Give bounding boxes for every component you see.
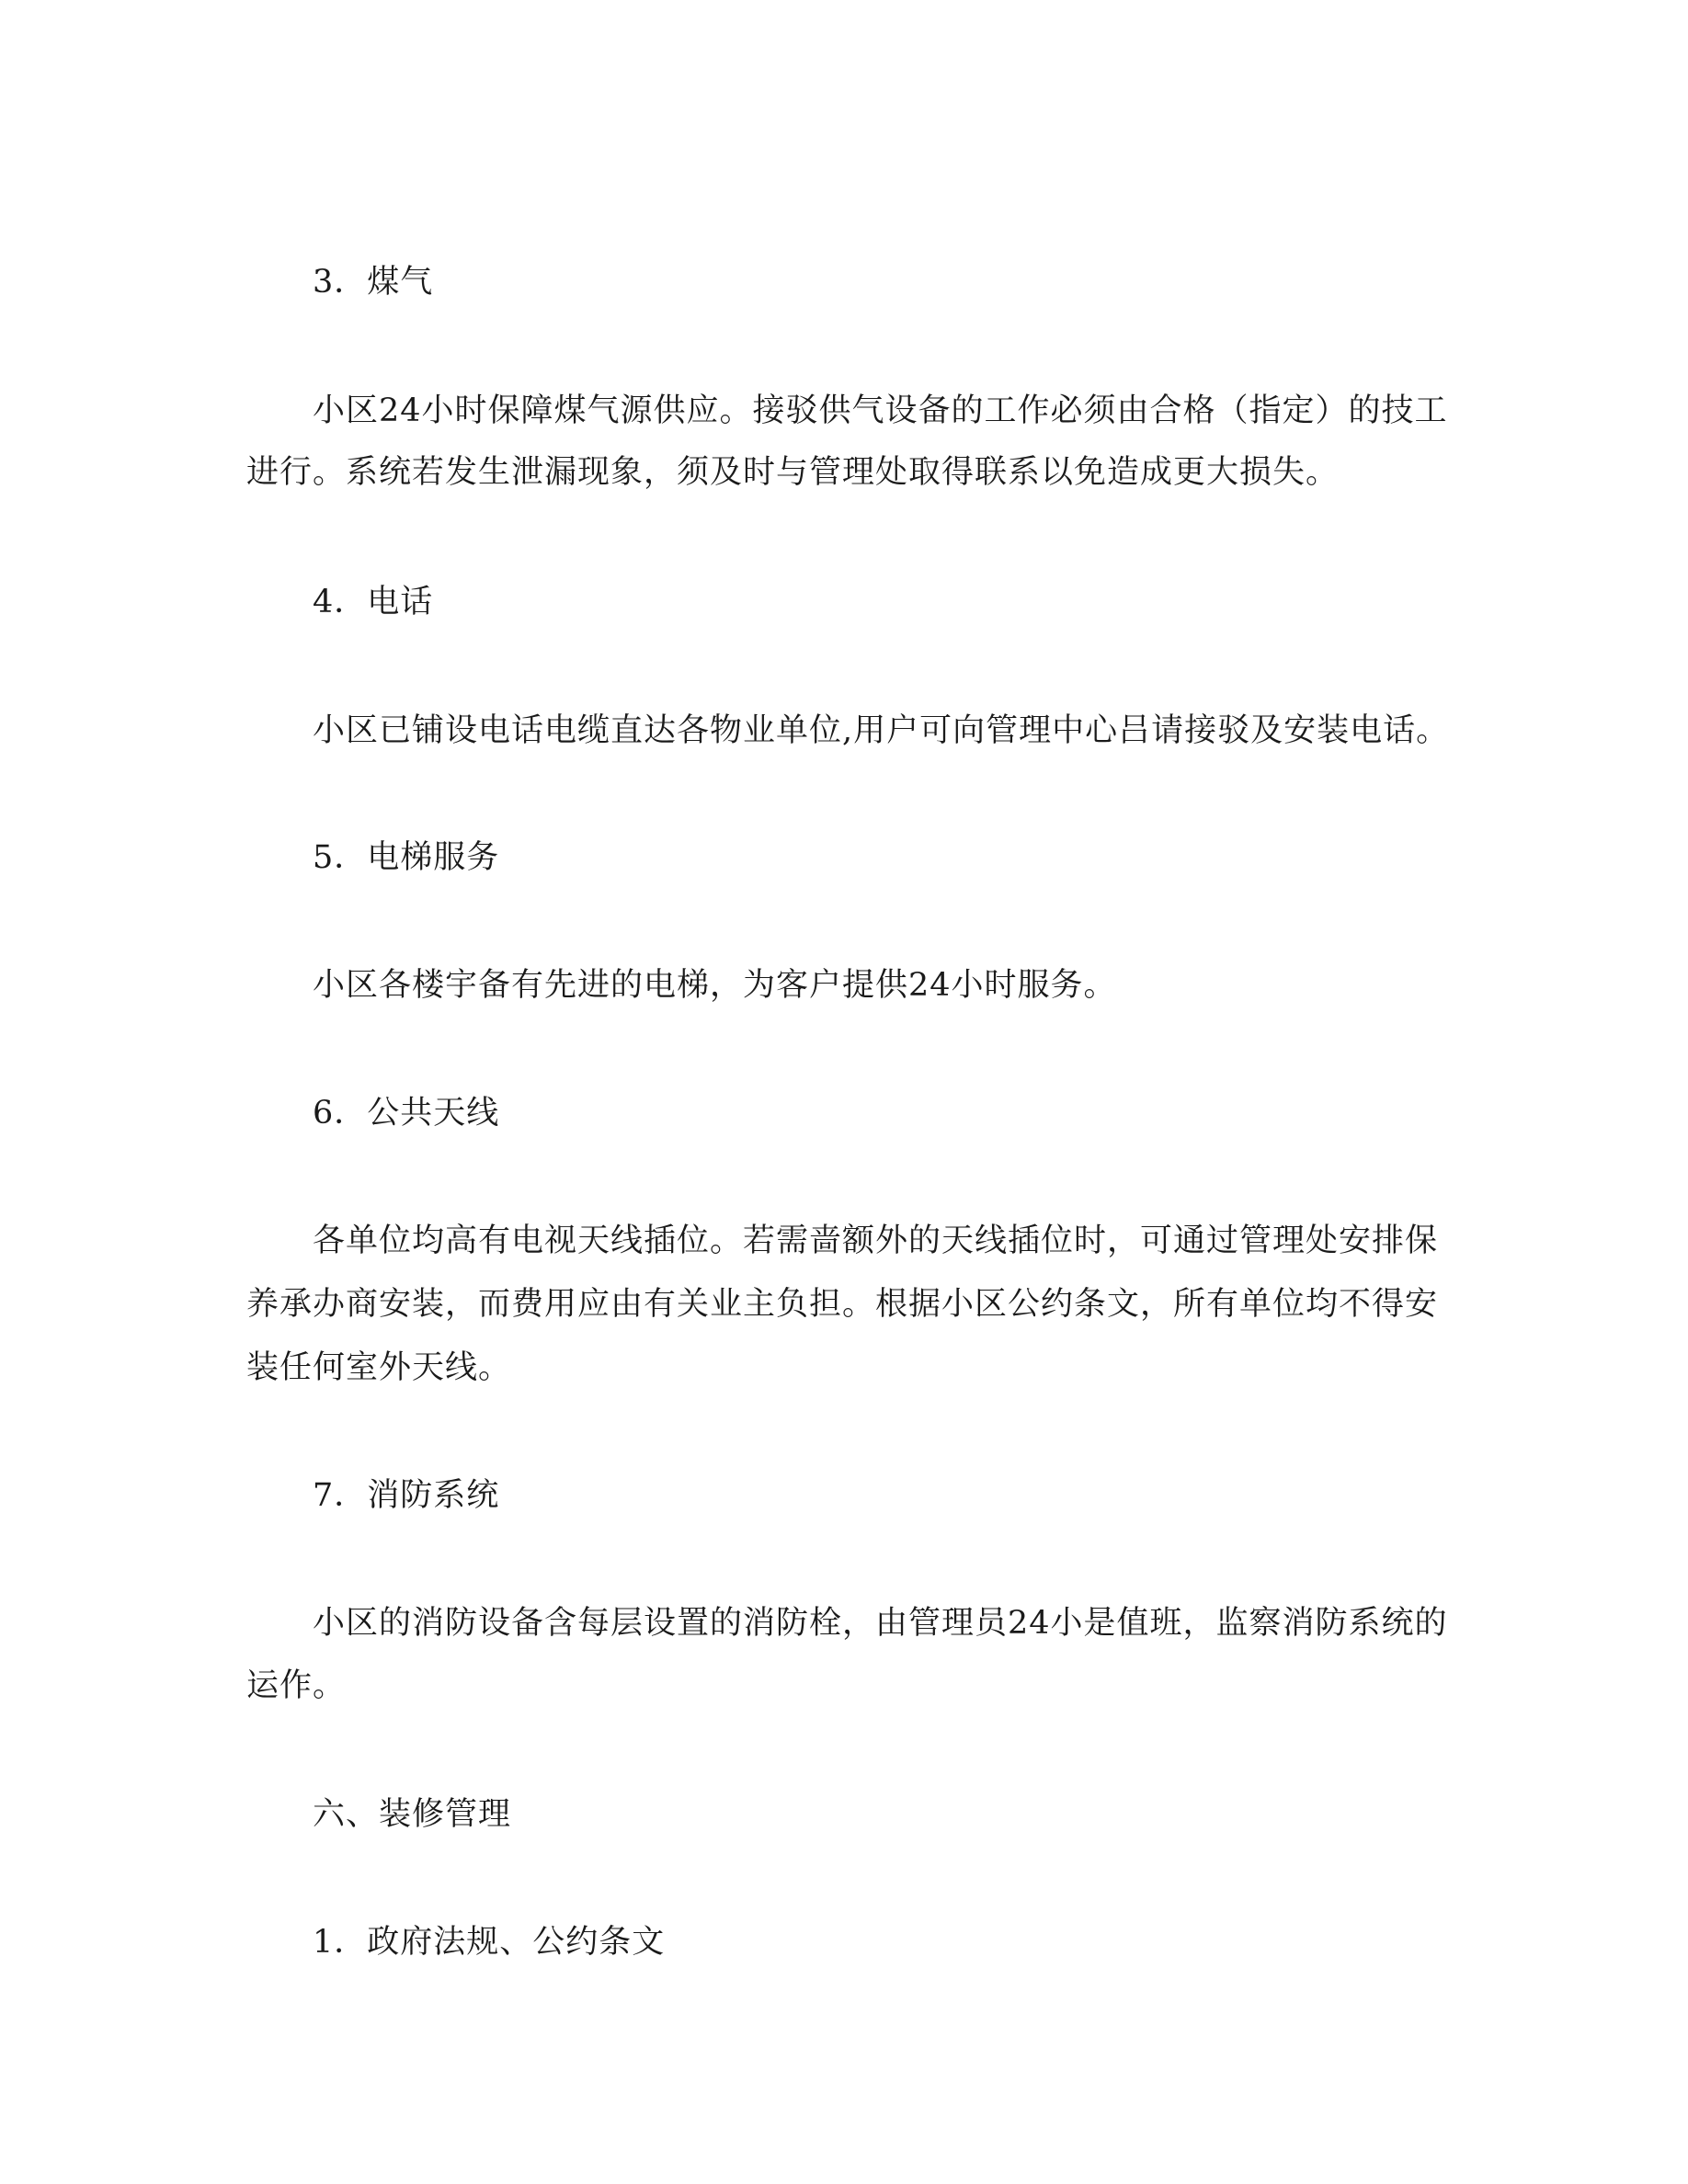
- section-heading-elevator: 5．电梯服务: [313, 839, 500, 876]
- paragraph-antenna-line-1: 各单位均高有电视天线插位。若需啬额外的天线插位时，可通过管理处安排保: [313, 1223, 1439, 1259]
- paragraph-gas-line-2: 进行。系统若发生泄漏现象，须及时与管理处取得联系以免造成更大损失。: [246, 454, 1340, 491]
- section-heading-gas: 3．煤气: [313, 264, 434, 301]
- section-heading-renovation: 六、装修管理: [313, 1796, 512, 1833]
- paragraph-fire-line-1: 小区的消防设备含每层设置的消防栓，由管理员24小是值班，监察消防系统的: [313, 1605, 1448, 1642]
- section-heading-regulations: 1．政府法规、公约条文: [313, 1924, 666, 1961]
- section-heading-antenna: 6．公共天线: [313, 1095, 500, 1132]
- paragraph-elevator-line-1: 小区各楼宇备有先进的电梯，为客户提供24小时服务。: [313, 967, 1117, 1004]
- paragraph-antenna-line-2: 养承办商安装，而费用应由有关业主负担。根据小区公约条文，所有单位均不得安: [246, 1286, 1439, 1323]
- section-heading-telephone: 4．电话: [313, 584, 434, 620]
- paragraph-fire-line-2: 运作。: [246, 1667, 347, 1704]
- section-heading-fire: 7．消防系统: [313, 1477, 500, 1514]
- paragraph-telephone-line-1: 小区已铺设电话电缆直达各物业单位,用户可向管理中心吕请接驳及安装电话。: [313, 712, 1450, 749]
- paragraph-gas-line-1: 小区24小时保障煤气源供应。接驳供气设备的工作必须由合格（指定）的技工: [313, 392, 1448, 429]
- paragraph-antenna-line-3: 装任何室外天线。: [246, 1349, 512, 1386]
